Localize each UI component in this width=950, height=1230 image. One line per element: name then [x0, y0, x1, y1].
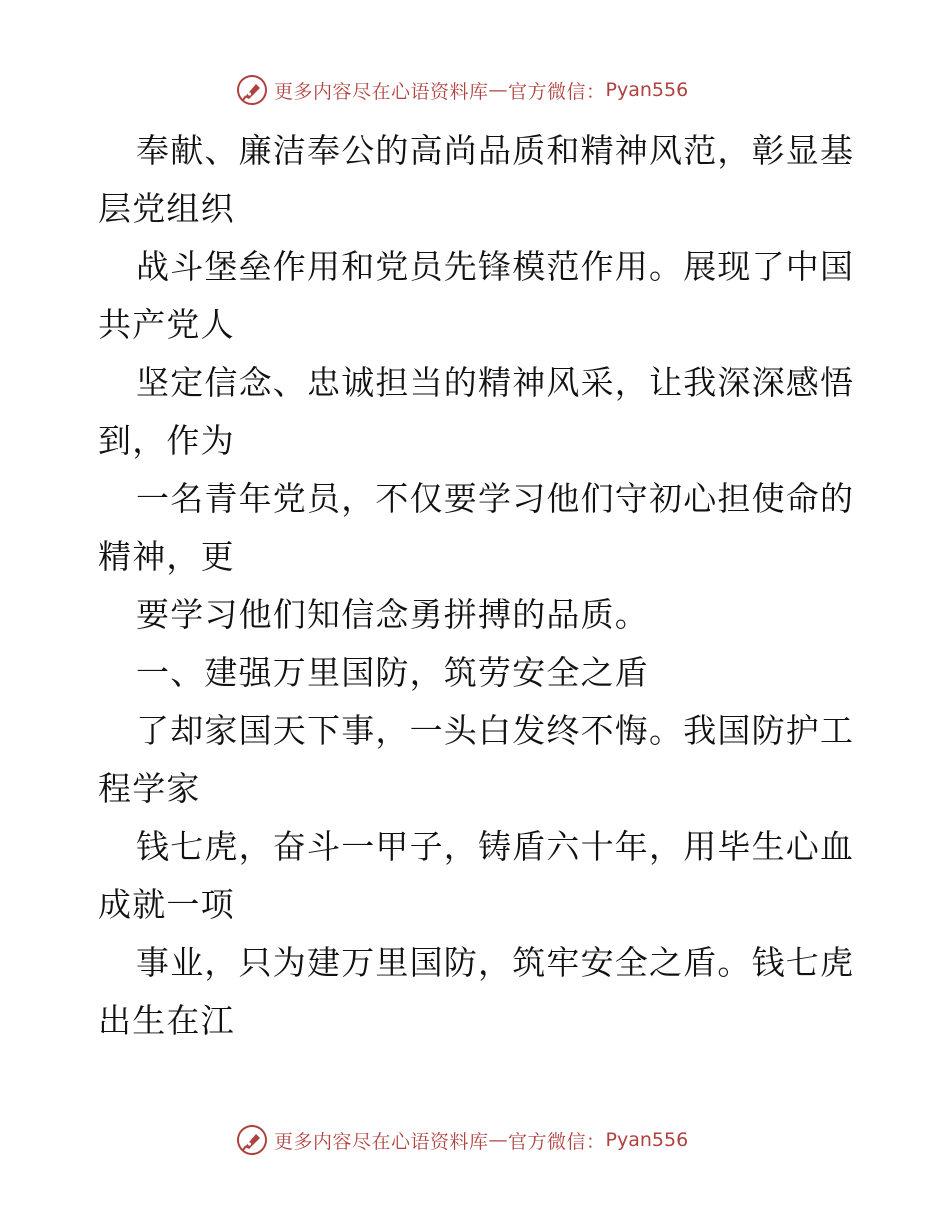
section-heading: 一、建强万里国防，筑劳安全之盾	[136, 653, 649, 692]
watermark-wechat-id: Pyan556	[605, 1129, 689, 1151]
text-line: 战斗堡垒作用和党员先锋模范作用。展现了中国	[136, 247, 855, 286]
watermark-dash: —	[488, 79, 509, 101]
watermark-main-text: 更多内容尽在心语资料库	[274, 1130, 489, 1153]
text-line: 钱七虎，奋斗一甲子，铸盾六十年，用毕生心血	[136, 827, 855, 866]
header-watermark	[236, 72, 688, 108]
text-line: 共产党人	[98, 305, 235, 344]
text-line: 出生在江	[98, 1001, 235, 1040]
watermark-wechat-id: Pyan556	[605, 79, 689, 101]
footer-watermark	[236, 1122, 688, 1158]
text-line: 成就一项	[98, 885, 235, 924]
text-line: 程学家	[98, 769, 201, 808]
text-line: 事业，只为建万里国防，筑牢安全之盾。钱七虎	[136, 943, 855, 982]
text-line: 层党组织	[98, 189, 235, 228]
text-line: 精神，更	[98, 537, 235, 576]
text-line: 了却家国天下事，一头白发终不悔。我国防护工	[136, 711, 855, 750]
text-line: 到，作为	[98, 421, 235, 460]
watermark-wechat-label: 官方微信：	[508, 80, 606, 103]
watermark-dash: —	[488, 1129, 509, 1151]
watermark-wechat-label: 官方微信：	[508, 1130, 606, 1153]
text-line: 要学习他们知信念勇拼搏的品质。	[136, 595, 649, 634]
watermark-main-text: 更多内容尽在心语资料库	[274, 80, 489, 103]
document-body	[98, 122, 858, 1050]
text-line: 一名青年党员，不仅要学习他们守初心担使命的	[136, 479, 855, 518]
pen-nib-logo-icon	[236, 74, 268, 106]
text-line: 坚定信念、忠诚担当的精神风采，让我深深感悟	[136, 363, 855, 402]
pen-nib-logo-icon	[236, 1124, 268, 1156]
text-line: 奉献、廉洁奉公的高尚品质和精神风范，彰显基	[136, 131, 855, 170]
